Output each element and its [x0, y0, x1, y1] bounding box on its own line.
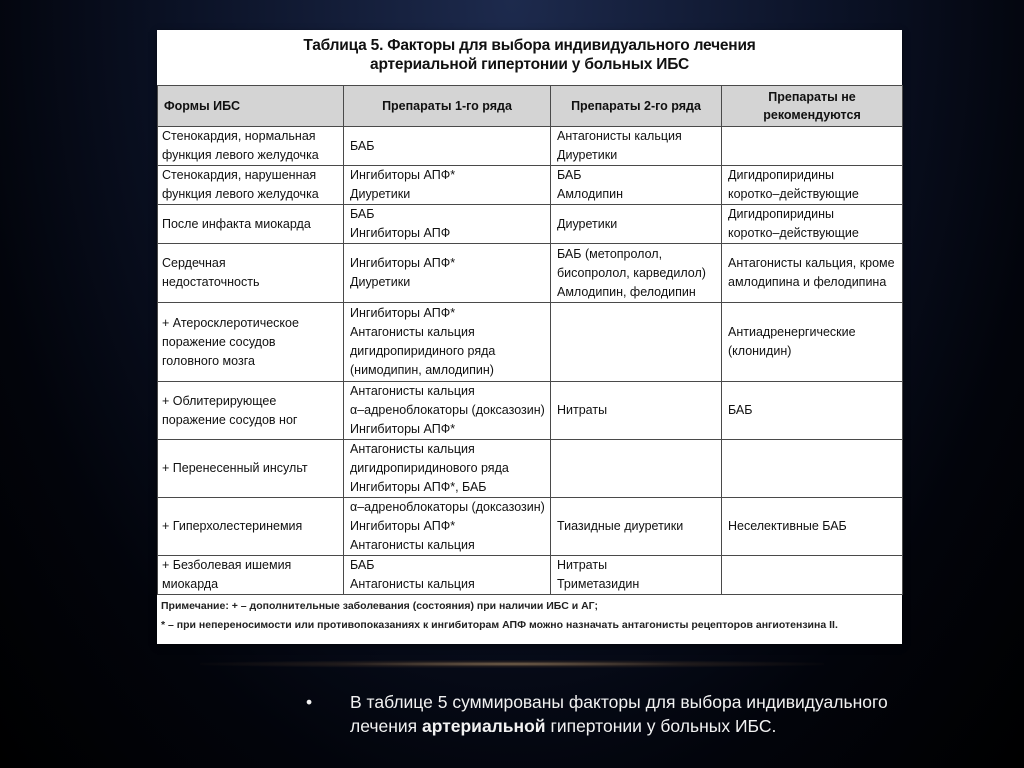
cell-line: Антагонисты кальция — [350, 325, 475, 339]
cell-line: БАБ — [350, 558, 375, 572]
cell-line: Антагонисты кальция — [350, 384, 475, 398]
bullet-text — [350, 690, 1000, 738]
cell-line: Антагонисты кальция, кроме — [728, 256, 895, 270]
cell-first-line — [344, 166, 551, 205]
cell-line: Ингибиторы АПФ* — [350, 256, 456, 270]
bold-term: артериальной — [422, 716, 546, 736]
table-body — [158, 127, 903, 595]
cell-line: Тиазидные диуретики — [557, 519, 684, 533]
table-row — [158, 382, 903, 440]
cell-second-line — [551, 382, 722, 440]
cell-line: Ингибиторы АПФ*, БАБ — [350, 480, 487, 494]
cell-not-recommended — [722, 303, 903, 382]
cell-line: дигидропиридиного ряда — [350, 344, 496, 358]
cell-line: головного мозга — [162, 353, 255, 368]
cell-line: Антагонисты кальция — [350, 442, 475, 456]
cell-not-recommended — [722, 127, 903, 166]
cell-first-line — [344, 382, 551, 440]
table-row — [158, 556, 903, 595]
table-title-line: Таблица 5. Факторы для выбора индивидуального лечения — [303, 37, 756, 54]
cell-line: Ингибиторы АПФ* — [350, 422, 456, 436]
cell-form — [158, 498, 344, 556]
bullet-line: В таблице 5 суммированы факторы для выбора индивидуального — [350, 692, 888, 712]
cell-line: амлодипина и фелодипина — [728, 275, 887, 289]
cell-line: функция левого желудочка — [162, 187, 319, 201]
cell-not-recommended — [722, 205, 903, 244]
cell-line: Амлодипин, фелодипин — [557, 284, 696, 299]
cell-first-line — [344, 556, 551, 595]
cell-line: + Перенесенный инсульт — [162, 461, 308, 475]
cell-form — [158, 440, 344, 498]
bullet-icon: • — [306, 692, 313, 712]
cell-line: Амлодипин — [557, 187, 623, 201]
cell-line: (клонидин) — [728, 344, 792, 358]
cell-line: + Безболевая ишемия — [162, 558, 292, 572]
cell-line: Неселективные БАБ — [728, 519, 847, 533]
cell-not-recommended — [722, 440, 903, 498]
cell-line: Антиадренергические — [728, 325, 856, 339]
cell-second-line — [551, 498, 722, 556]
cell-second-line — [551, 127, 722, 166]
cell-line: После инфакта миокарда — [162, 216, 311, 231]
cell-line: Сердечная — [162, 256, 226, 270]
cell-second-line — [551, 205, 722, 244]
cell-line: Диуретики — [350, 275, 411, 289]
cell-line: Дигидропиридины — [728, 207, 835, 221]
cell-line: + Облитерирующее — [162, 393, 277, 408]
cell-line: Стенокардия, нарушенная — [162, 168, 317, 182]
note-line: Примечание: + – дополнительные заболевания (состояния) при наличии ИБС и АГ; — [161, 600, 598, 612]
cell-line: миокарда — [162, 577, 219, 591]
cell-line: Дигидропиридины — [728, 168, 835, 182]
cell-line: дигидропиридинового ряда — [350, 461, 509, 475]
header-forms: Формы ИБС — [158, 86, 344, 127]
cell-line: α–адреноблокаторы (доксазозин) — [350, 500, 545, 514]
table-row — [158, 440, 903, 498]
cell-line: Стенокардия, нормальная — [162, 129, 316, 143]
cell-first-line — [344, 244, 551, 303]
table-row — [158, 244, 903, 303]
cell-line: Ингибиторы АПФ* — [350, 519, 456, 533]
cell-first-line — [344, 303, 551, 382]
table-row — [158, 166, 903, 205]
cell-line: Триметазидин — [557, 577, 640, 591]
cell-second-line — [551, 166, 722, 205]
header-second-line: Препараты 2-го ряда — [551, 86, 722, 127]
cell-second-line — [551, 303, 722, 382]
cell-form — [158, 166, 344, 205]
cell-line: α–адреноблокаторы (доксазозин) — [350, 403, 545, 417]
cell-line: функция левого желудочка — [162, 148, 319, 162]
cell-form — [158, 244, 344, 303]
cell-line: Нитраты — [557, 403, 608, 417]
cell-line: + Гиперхолестеринемия — [162, 519, 303, 533]
cell-line: Диуретики — [350, 187, 411, 201]
cell-first-line — [344, 205, 551, 244]
header-first-line: Препараты 1-го ряда — [344, 86, 551, 127]
cell-line: БАБ — [557, 168, 582, 182]
table-image — [157, 30, 902, 644]
cell-line: БАБ — [350, 138, 375, 153]
cell-line: недостаточность — [162, 275, 260, 289]
cell-form — [158, 127, 344, 166]
cell-not-recommended — [722, 382, 903, 440]
cell-not-recommended — [722, 556, 903, 595]
note-line: * – при непереносимости или противопоказаниях к ингибиторам АПФ можно назначать антагонисты рецепторов ангиотензина II. — [161, 619, 838, 631]
header-not-recommended: Препараты не рекомендуются — [722, 86, 903, 127]
cell-line: Ингибиторы АПФ — [350, 226, 451, 240]
cell-form — [158, 205, 344, 244]
cell-line: коротко–действующие — [728, 187, 859, 201]
cell-line: Нитраты — [557, 558, 608, 572]
table-row — [158, 303, 903, 382]
cell-line: (нимодипин, амлодипин) — [350, 363, 494, 377]
cell-first-line — [344, 498, 551, 556]
cell-line: коротко–действующие — [728, 226, 859, 240]
cell-first-line — [344, 440, 551, 498]
table-title-line: артериальной гипертонии у больных ИБС — [370, 56, 689, 73]
cell-line: + Атеросклеротическое — [162, 315, 299, 330]
treatment-table — [157, 85, 903, 595]
cell-line: поражение сосудов ног — [162, 412, 298, 427]
cell-line: бисопролол, карведилол) — [557, 265, 706, 280]
table-row — [158, 498, 903, 556]
divider-glow — [200, 660, 824, 668]
cell-line: Антагонисты кальция — [350, 577, 475, 591]
cell-second-line — [551, 440, 722, 498]
cell-line: БАБ — [728, 403, 753, 417]
cell-line: Ингибиторы АПФ* — [350, 306, 456, 320]
cell-first-line — [344, 127, 551, 166]
table-header-row — [158, 86, 903, 127]
cell-not-recommended — [722, 244, 903, 303]
table-row — [158, 205, 903, 244]
cell-form — [158, 556, 344, 595]
cell-line: Диуретики — [557, 148, 618, 162]
table-notes — [161, 597, 898, 635]
cell-line: БАБ — [350, 207, 375, 221]
cell-line: БАБ (метопролол, — [557, 246, 663, 261]
bullet-line: лечения артериальной гипертонии у больных ИБС. — [350, 716, 777, 736]
cell-not-recommended — [722, 498, 903, 556]
table-title — [157, 36, 902, 74]
cell-not-recommended — [722, 166, 903, 205]
cell-second-line — [551, 556, 722, 595]
cell-form — [158, 303, 344, 382]
cell-line: поражение сосудов — [162, 334, 276, 349]
cell-line: Антагонисты кальция — [350, 538, 475, 552]
table-row — [158, 127, 903, 166]
cell-second-line — [551, 244, 722, 303]
cell-line: Диуретики — [557, 216, 618, 231]
cell-line: Антагонисты кальция — [557, 129, 682, 143]
cell-line: Ингибиторы АПФ* — [350, 168, 456, 182]
cell-form — [158, 382, 344, 440]
